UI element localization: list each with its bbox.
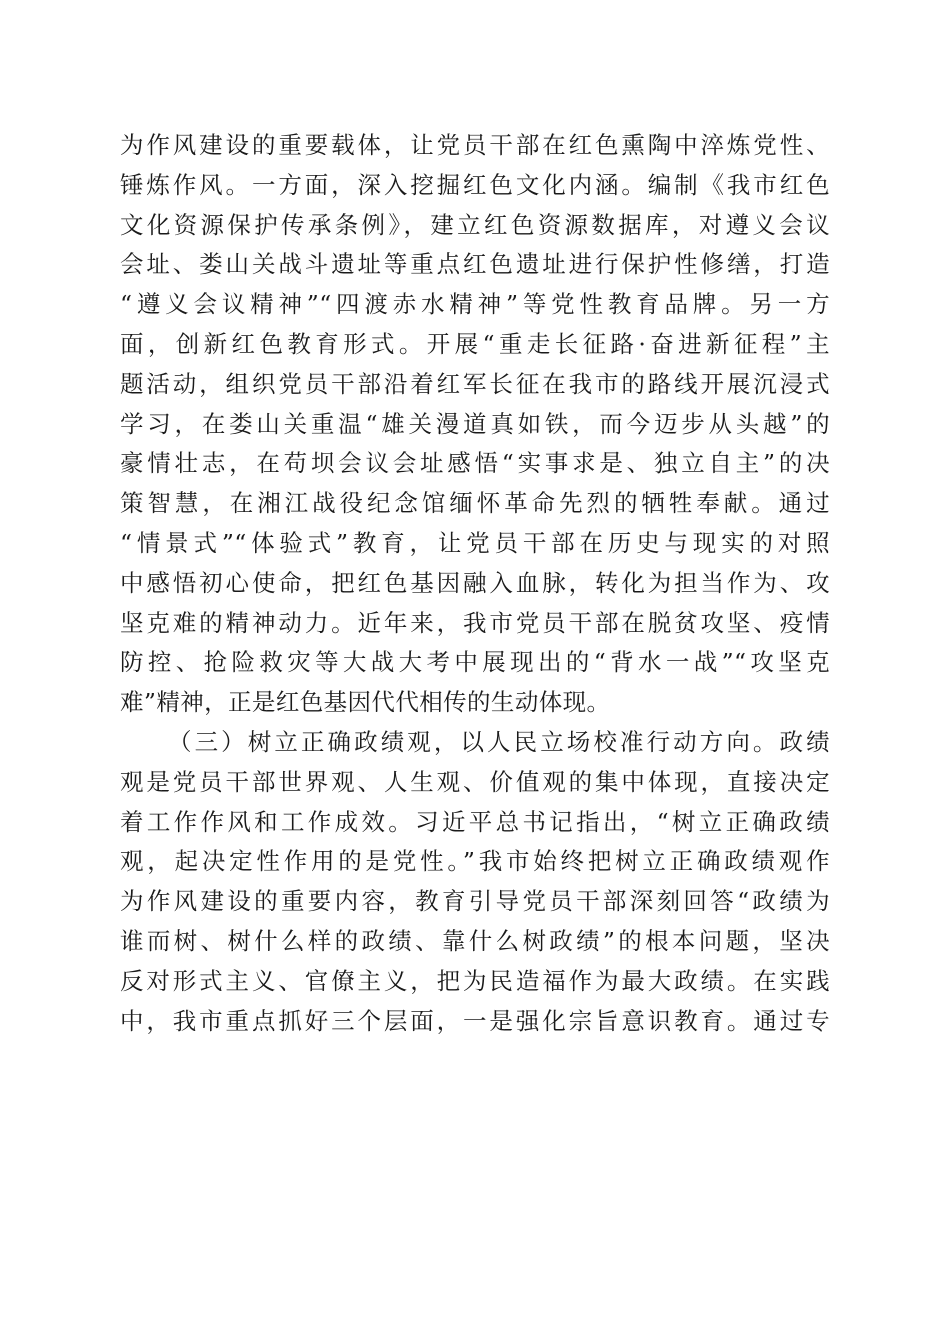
text-line: 文化资源保护传承条例》，建立红色资源数据库，对遵义会议 — [120, 210, 830, 239]
text-line: 着工作作风和工作成效。习近平总书记指出，“树立正确政绩 — [120, 807, 830, 836]
text-line: 观，起决定性作用的是党性。”我市始终把树立正确政绩观作 — [120, 847, 830, 876]
text-line: 题活动，组织党员干部沿着红军长征在我市的路线开展沉浸式 — [120, 369, 830, 398]
paragraph-end-line: 难”精神，正是红色基因代代相传的生动体现。 — [120, 688, 611, 717]
text-line: 中感悟初心使命，把红色基因融入血脉，转化为担当作为、攻 — [120, 568, 830, 597]
text-line: 面，创新红色教育形式。开展“重走长征路·奋进新征程”主 — [120, 329, 830, 358]
body-text — [120, 126, 830, 1041]
text-line: 坚克难的精神动力。近年来，我市党员干部在脱贫攻坚、疫情 — [120, 608, 830, 637]
text-line: “情景式”“体验式”教育，让党员干部在历史与现实的对照 — [120, 528, 830, 557]
text-line: 中，我市重点抓好三个层面，一是强化宗旨意识教育。通过专 — [120, 1006, 830, 1035]
text-line: 策智慧，在湘江战役纪念馆缅怀革命先烈的牺牲奉献。通过 — [120, 489, 830, 518]
text-line: 防控、抢险救灾等大战大考中展现出的“背水一战”“攻坚克 — [120, 648, 830, 677]
text-line: 为作风建设的重要载体，让党员干部在红色熏陶中淬炼党性、 — [120, 131, 830, 159]
text-line: 反对形式主义、官僚主义，把为民造福作为最大政绩。在实践 — [120, 966, 830, 995]
text-line: 会址、娄山关战斗遗址等重点红色遗址进行保护性修缮，打造 — [120, 250, 830, 279]
text-line: 豪情壮志，在苟坝会议会址感悟“实事求是、独立自主”的决 — [120, 449, 830, 478]
section-heading-line: （三）树立正确政绩观，以人民立场校准行动方向。政绩 — [168, 727, 830, 756]
text-line: 观是党员干部世界观、人生观、价值观的集中体现，直接决定 — [120, 767, 830, 796]
text-line: 谁而树、树什么样的政绩、靠什么树政绩”的根本问题，坚决 — [120, 926, 830, 955]
text-line: 为作风建设的重要内容，教育引导党员干部深刻回答“政绩为 — [120, 887, 830, 916]
text-line: “遵义会议精神”“四渡赤水精神”等党性教育品牌。另一方 — [120, 290, 830, 319]
text-line: 锤炼作风。一方面，深入挖掘红色文化内涵。编制《我市红色 — [120, 170, 830, 199]
text-line: 学习，在娄山关重温“雄关漫道真如铁，而今迈步从头越”的 — [120, 409, 830, 438]
